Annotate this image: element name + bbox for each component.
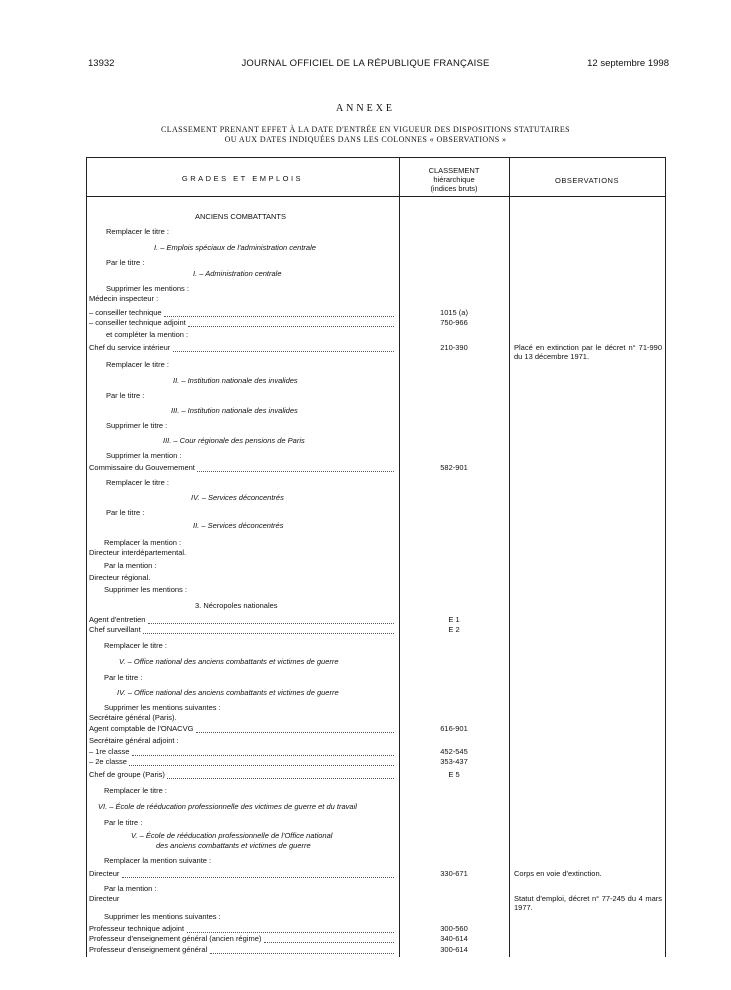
grade-line: Professeur technique adjoint bbox=[89, 924, 185, 933]
classement-value: 210-390 bbox=[440, 343, 468, 352]
grade-line: Commissaire du Gouvernement bbox=[89, 463, 195, 472]
classement-value: 750-966 bbox=[440, 318, 468, 327]
classement-value: 300-560 bbox=[440, 924, 468, 933]
classement-value: 452-545 bbox=[440, 747, 468, 756]
table-header-rule bbox=[86, 196, 665, 197]
grade-line: IV. – Services déconcentrés bbox=[191, 493, 284, 502]
annex-subtitle-2: OU AUX DATES INDIQUÉES DANS LES COLONNES « OBSERVATIONS » bbox=[224, 135, 507, 144]
grade-line: Par le titre : bbox=[104, 818, 143, 827]
grade-line: Professeur d'enseignement général (ancien régime) bbox=[89, 934, 262, 943]
grade-line: Supprimer les mentions suivantes : bbox=[104, 912, 221, 921]
dotted-leader bbox=[210, 947, 394, 954]
grade-line: Supprimer les mentions : bbox=[106, 284, 189, 293]
grade-line: Chef de groupe (Paris) bbox=[89, 770, 165, 779]
observation-text: Corps en voie d'extinction. bbox=[514, 869, 602, 878]
classement-value: E 2 bbox=[448, 625, 460, 634]
grade-line: V. – École de rééducation professionnelle de l'Office national bbox=[131, 831, 333, 840]
grade-line: Médecin inspecteur : bbox=[89, 294, 159, 303]
grade-line: ANCIENS COMBATTANTS bbox=[195, 212, 286, 221]
grade-line: Par le titre : bbox=[106, 258, 145, 267]
grade-line: Directeur interdépartemental. bbox=[89, 548, 187, 557]
classement-value: 330-671 bbox=[440, 869, 468, 878]
classement-value: 582-901 bbox=[440, 463, 468, 472]
annex-title: ANNEXE bbox=[335, 103, 396, 114]
classement-value: 353-437 bbox=[440, 757, 468, 766]
dotted-leader bbox=[187, 926, 394, 933]
grade-line: – 2e classe bbox=[89, 757, 127, 766]
column-header-classement bbox=[399, 166, 509, 193]
table-top-rule bbox=[86, 157, 665, 158]
column-header-classement-line-2: hiérarchique bbox=[433, 175, 475, 184]
grade-line: Remplacer le titre : bbox=[106, 478, 169, 487]
grade-line: III. – Institution nationale des invalides bbox=[171, 406, 298, 415]
grade-line: Secrétaire général adjoint : bbox=[89, 736, 179, 745]
classement-value: E 5 bbox=[448, 770, 460, 779]
grade-line: I. – Emplois spéciaux de l'administration centrale bbox=[154, 243, 316, 252]
table-left-border bbox=[86, 157, 87, 957]
grade-line: Chef du service intérieur bbox=[89, 343, 171, 352]
page-number: 13932 bbox=[88, 58, 115, 69]
grade-line: III. – Cour régionale des pensions de Paris bbox=[163, 436, 305, 445]
dotted-leader bbox=[196, 726, 394, 733]
grade-line: – 1re classe bbox=[89, 747, 130, 756]
grade-line: Directeur régional. bbox=[89, 573, 151, 582]
grade-line: et compléter la mention : bbox=[106, 330, 189, 339]
grade-line: Agent d'entretien bbox=[89, 615, 146, 624]
column-header-classement-line-3: (indices bruts) bbox=[430, 184, 478, 193]
dotted-leader bbox=[264, 936, 394, 943]
grade-line: Par le titre : bbox=[106, 391, 145, 400]
observation-text: Placé en extinction par le décret n° 71-990 du 13 décembre 1971. bbox=[514, 343, 662, 361]
grade-line: Agent comptable de l'ONACVG bbox=[89, 724, 194, 733]
grade-line: – conseiller technique adjoint bbox=[89, 318, 186, 327]
classement-value: 616-901 bbox=[440, 724, 468, 733]
grade-line: II. – Services déconcentrés bbox=[193, 521, 284, 530]
grade-line: Directeur bbox=[89, 894, 120, 903]
classement-value: 1015 (a) bbox=[440, 308, 468, 317]
grade-line: Par le titre : bbox=[104, 673, 143, 682]
grade-line: Supprimer les mentions suivantes : bbox=[104, 703, 221, 712]
column-header-classement-line-1: CLASSEMENT bbox=[428, 166, 480, 175]
dotted-leader bbox=[129, 759, 394, 766]
grade-line: Par la mention : bbox=[104, 884, 157, 893]
observation-text: Statut d'emploi, décret n° 77-245 du 4 mars 1977. bbox=[514, 894, 662, 912]
grade-line: Par la mention : bbox=[104, 561, 157, 570]
annex-subtitle-1: CLASSEMENT PRENANT EFFET À LA DATE D'ENTRÉE EN VIGUEUR DES DISPOSITIONS STATUTAIRES bbox=[160, 125, 570, 134]
dotted-leader bbox=[143, 627, 394, 634]
column-header-observations: OBSERVATIONS bbox=[555, 176, 619, 185]
dotted-leader bbox=[122, 871, 394, 878]
grade-line: des anciens combattants et victimes de guerre bbox=[156, 841, 311, 850]
publication-date: 12 septembre 1998 bbox=[587, 58, 669, 69]
grade-line: Remplacer le titre : bbox=[104, 786, 167, 795]
grade-line: Remplacer le titre : bbox=[106, 227, 169, 236]
grade-line: Supprimer la mention : bbox=[106, 451, 182, 460]
dotted-leader bbox=[167, 772, 394, 779]
grade-line: IV. – Office national des anciens combattants et victimes de guerre bbox=[117, 688, 339, 697]
grade-line: Remplacer la mention suivante : bbox=[104, 856, 212, 865]
grade-line: Remplacer le titre : bbox=[106, 360, 169, 369]
journal-title: JOURNAL OFFICIEL DE LA RÉPUBLIQUE FRANÇAISE bbox=[241, 58, 490, 69]
grade-line: Supprimer le titre : bbox=[106, 421, 168, 430]
dotted-leader bbox=[173, 345, 394, 352]
grade-line: Chef surveillant bbox=[89, 625, 141, 634]
grade-line: I. – Administration centrale bbox=[193, 269, 282, 278]
dotted-leader bbox=[148, 617, 394, 624]
dotted-leader bbox=[164, 310, 394, 317]
dotted-leader bbox=[132, 749, 394, 756]
classement-value: E 1 bbox=[448, 615, 460, 624]
grade-line: Professeur d'enseignement général bbox=[89, 945, 208, 954]
table-right-border bbox=[665, 157, 666, 957]
grade-line: Par le titre : bbox=[106, 508, 145, 517]
grade-line: Supprimer les mentions : bbox=[104, 585, 187, 594]
column-divider-2 bbox=[509, 157, 510, 957]
grade-line: II. – Institution nationale des invalides bbox=[173, 376, 298, 385]
grade-line: Remplacer le titre : bbox=[104, 641, 167, 650]
classement-value: 340-614 bbox=[440, 934, 468, 943]
grade-line: V. – Office national des anciens combattants et victimes de guerre bbox=[119, 657, 339, 666]
dotted-leader bbox=[188, 320, 394, 327]
grade-line: Directeur bbox=[89, 869, 120, 878]
column-divider-1 bbox=[399, 157, 400, 957]
grade-line: VI. – École de rééducation professionnelle des victimes de guerre et du travail bbox=[98, 802, 357, 811]
column-header-grades: GRADES ET EMPLOIS bbox=[181, 174, 304, 183]
grade-line: Secrétaire général (Paris). bbox=[89, 713, 177, 722]
grade-line: – conseiller technique bbox=[89, 308, 162, 317]
grade-line: 3. Nécropoles nationales bbox=[195, 601, 278, 610]
grade-line: Remplacer la mention : bbox=[104, 538, 182, 547]
dotted-leader bbox=[197, 465, 394, 472]
classement-value: 300-614 bbox=[440, 945, 468, 954]
